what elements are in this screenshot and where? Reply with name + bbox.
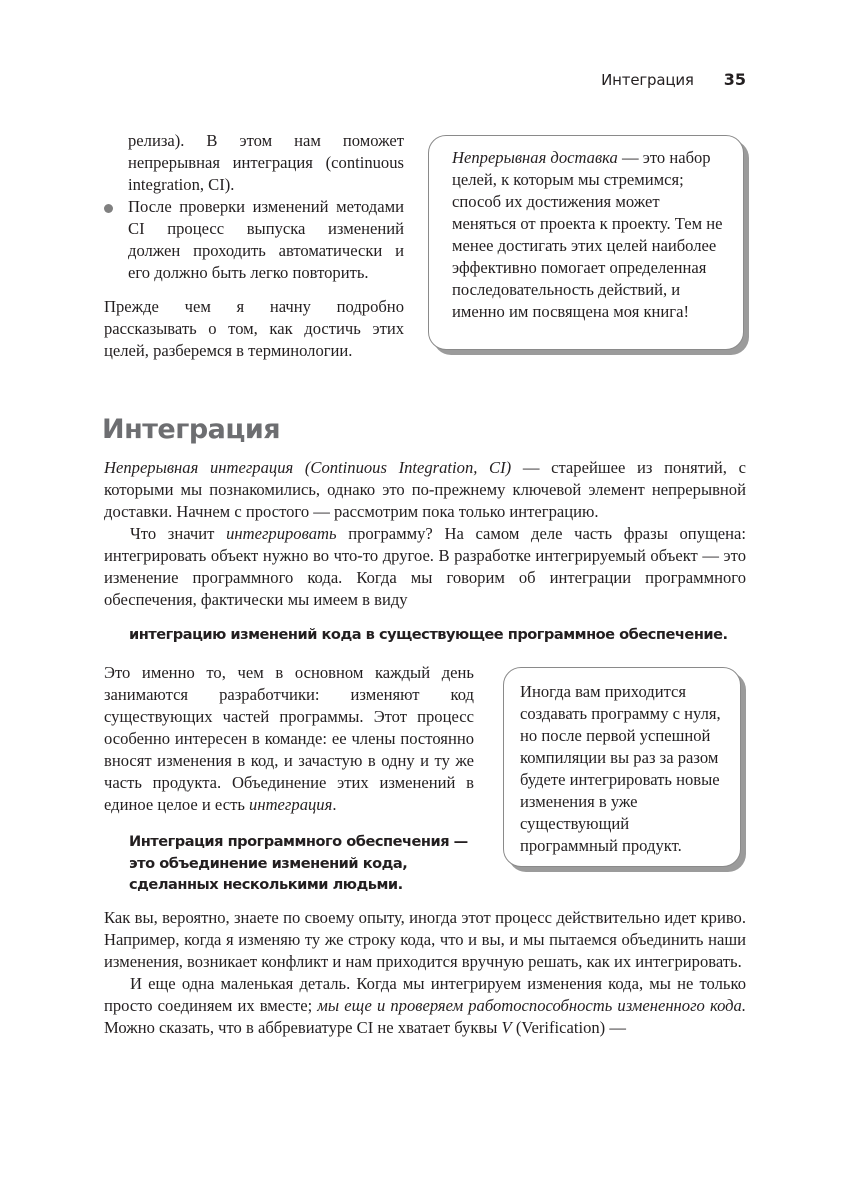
callout-box-continuous-delivery [428, 135, 744, 350]
paragraph: Что значит интегрировать программу? На самом деле часть фразы опущена: интегрировать объект нужно во что-то другое. В разработке интегрируемый объект — это изменение программного кода. Когда мы говорим об интеграции программного обеспечения, фактически мы имеем в виду [104, 524, 746, 609]
paragraph: Это именно то, чем в основном каждый день занимаются разработчики: изменяют код существующих частей программы. Этот процесс особенно интересен в команде: ее члены постоянно вносят изменения в код, и зачастую в одну и ту же часть продукта. Объединение этих изменений в единое целое и есть интеграция. [104, 663, 474, 814]
definition-line: это объединение изменений кода, [129, 854, 408, 872]
callout-term: Непрерывная доставка [452, 148, 618, 167]
callout-body: — это набор целей, к которым мы стремимся; способ их достижения может меняться от проекта к проекту. Тем не менее достигать этих целей наиболее эффективно помогает определенная последовательность действий, и именно им посвящена моя книга! [452, 148, 723, 321]
callout-text [452, 147, 723, 323]
term: Непрерывная интеграция (Continuous Integration, CI) [104, 458, 512, 477]
definition-line: сделанных несколькими людьми. [129, 876, 403, 893]
paragraph: Как вы, вероятно, знаете по своему опыту, иногда этот процесс действительно идет криво. Например, когда я изменяю ту же строку кода, что и вы, и мы пытаемся объединить наши изменения, возникает конфликт и нам приходится вручную решать, как их интегрировать. [104, 908, 746, 971]
running-header [601, 70, 746, 89]
list-item [104, 196, 404, 284]
bullet-icon [104, 204, 113, 213]
key-phrase: интеграцию изменений кода в существующее программное обеспечение. [129, 626, 728, 643]
bottom-text [104, 907, 746, 1039]
emphasis: V [501, 1018, 512, 1037]
top-left-column [104, 130, 404, 362]
emphasis: мы еще и проверяем работоспособность измененного кода. [317, 996, 746, 1015]
paragraph: И еще одна маленькая деталь. Когда мы интегрируем изменения кода, мы не только просто соединяем их вместе; мы еще и проверяем работоспособность измененного кода. Можно сказать, что в аббревиатуре CI не хватает буквы V (Verification) — [104, 974, 746, 1037]
callout-text: Иногда вам приходится создавать программу с нуля, но после первой успешной компиляции вы раз за разом будете интегрировать новые изменения в уже существующий программный продукт. [520, 682, 721, 855]
definition-line: Интеграция программного обеспечения — [129, 833, 468, 850]
section-intro [104, 457, 746, 611]
paragraph: Прежде чем я начну подробно рассказывать о том, как достичь этих целей, разберемся в терминологии. [104, 297, 404, 360]
emphasis: интеграция [249, 795, 333, 814]
callout-box-integration-note [503, 667, 741, 867]
page-number: 35 [723, 70, 746, 89]
paragraph: Непрерывная интеграция (Continuous Integration, CI) — старейшее из понятий, с которыми мы познакомились, однако это по-прежнему ключевой элемент непрерывной доставки. Начнем с простого — рассмотрим пока только интеграцию. [104, 458, 746, 521]
mid-left-column [104, 662, 474, 816]
running-title: Интеграция [601, 71, 694, 89]
emphasis: интегрировать [226, 524, 337, 543]
definition-block [129, 831, 489, 896]
list-item-text: После проверки изменений методами CI процесс выпуска изменений должен проходить автоматически и его должно быть легко повторить. [128, 197, 404, 282]
section-heading: Интеграция [102, 414, 281, 445]
list-continuation: релиза). В этом нам поможет непрерывная интеграция (continuous integration, CI). [128, 131, 404, 194]
